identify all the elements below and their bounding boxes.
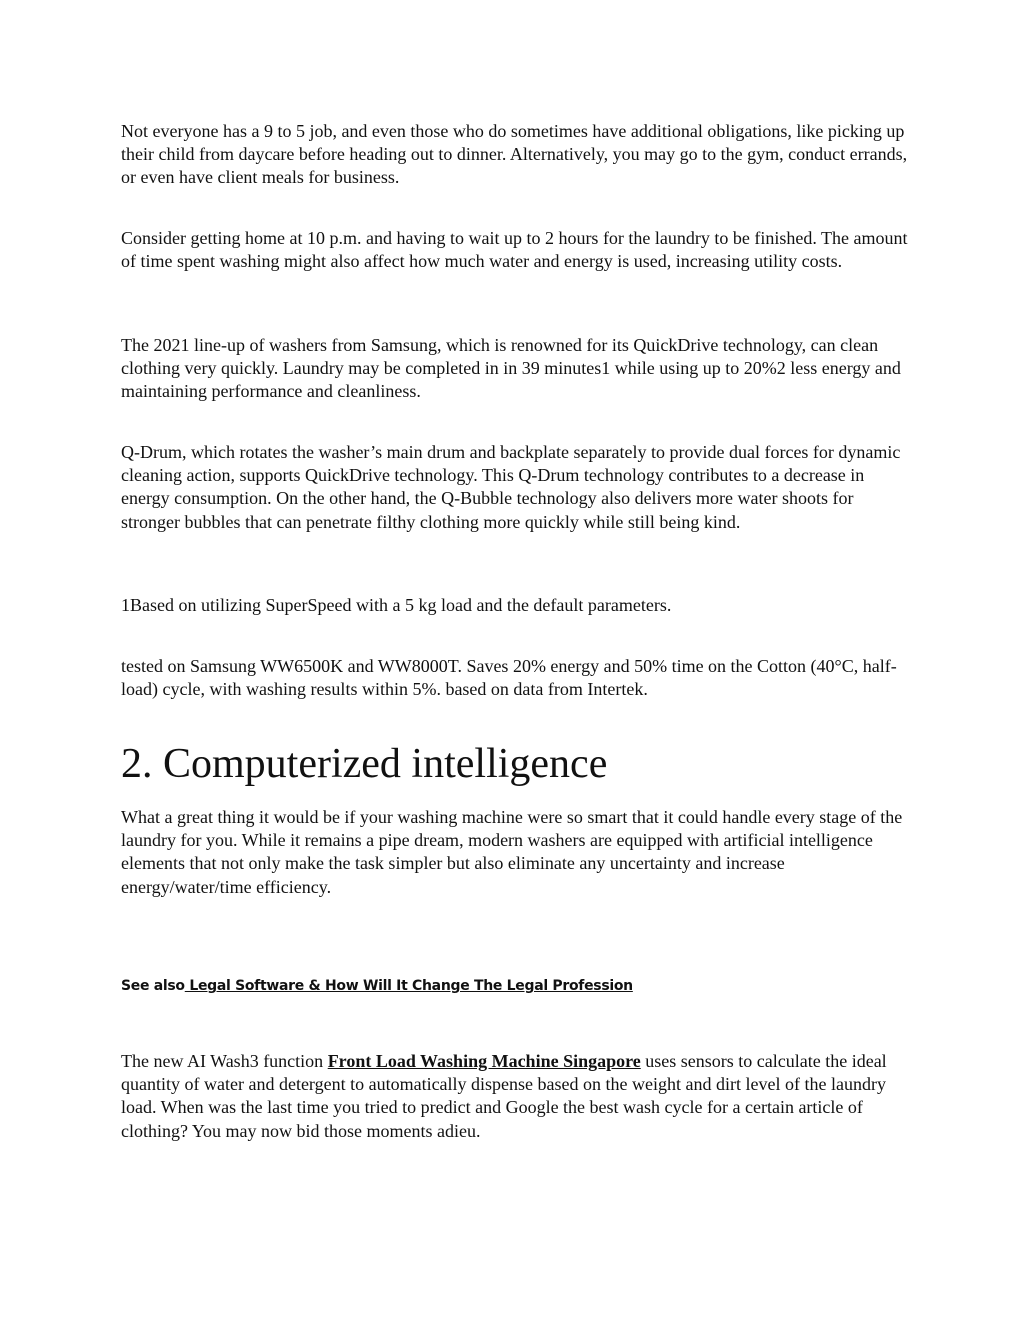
see-also-link[interactable]: Legal Software & How Will It Change The Legal Profession — [184, 978, 633, 994]
section-heading: 2. Computerized intelligence — [121, 741, 608, 787]
paragraph-schedules: Not everyone has a 9 to 5 job, and even those who do sometimes have additional obligations, like picking up their child from daycare before heading out to dinner. Alternatively, you may go to the gym, conduct errands, or even have client meals for business. — [121, 121, 908, 188]
footnote-1: 1Based on utilizing SuperSpeed with a 5 kg load and the default parameters. — [121, 595, 672, 615]
ai-wash-text-after: uses sensors to calculate the ideal quantity of water and detergent to automatically dispense based on the weight and dirt level of the laundry load. When was the last time you tried to predict and Google the best wash cycle for a certain article of clothing? You may now bid those moments adieu. — [121, 1051, 887, 1141]
paragraph-q-drum: Q-Drum, which rotates the washer’s main drum and backplate separately to provide dual forces for dynamic cleaning action, supports QuickDrive technology. This Q-Drum technology contributes to a decrease in energy consumption. On the other hand, the Q-Bubble technology also delivers more water shoots for stronger bubbles that can penetrate filthy clothing more quickly while still being kind. — [121, 442, 901, 532]
paragraph-samsung-quickdrive: The 2021 line-up of washers from Samsung, which is renowned for its QuickDrive technology, can clean clothing very quickly. Laundry may be completed in in 39 minutes1 while using up to 20%2 less energy and maintaining performance and cleanliness. — [121, 335, 901, 402]
see-also-prefix: See also — [121, 978, 185, 994]
footnote-2: tested on Samsung WW6500K and WW8000T. Saves 20% energy and 50% time on the Cotton (40°C, half-load) cycle, with washing results within 5%. based on data from Intertek. — [121, 656, 897, 700]
paragraph-ai-intro: What a great thing it would be if your washing machine were so smart that it could handle every stage of the laundry for you. While it remains a pipe dream, modern washers are equipped with artificial intelligence elements that not only make the task simpler but also eliminate any uncertainty and increase energy/water/time efficiency. — [121, 807, 903, 897]
ai-wash-text-before: The new AI Wash3 function — [121, 1051, 328, 1071]
front-load-washer-link[interactable]: Front Load Washing Machine Singapore — [327, 1051, 641, 1071]
paragraph-ai-wash — [121, 1050, 911, 1143]
paragraph-late-laundry: Consider getting home at 10 p.m. and having to wait up to 2 hours for the laundry to be finished. The amount of time spent washing might also affect how much water and energy is used, increasing utility costs. — [121, 228, 908, 272]
see-also-line — [121, 976, 633, 996]
